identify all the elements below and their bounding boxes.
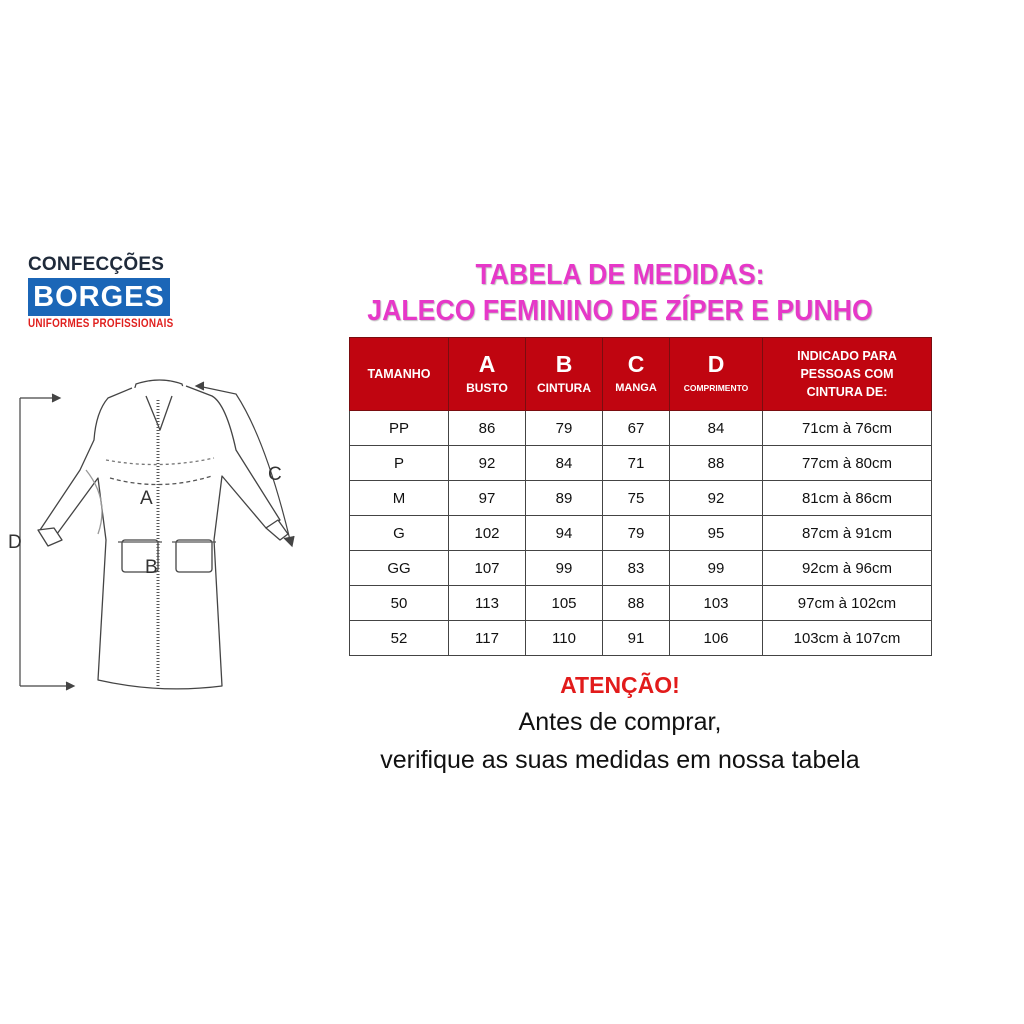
cell-c: 88 [603, 586, 670, 621]
cell-b: 105 [526, 586, 603, 621]
lab-coat-illustration [0, 370, 310, 700]
cell-d: 103 [670, 586, 763, 621]
label-a: A [140, 488, 153, 509]
label-d: D [8, 532, 22, 553]
table-row [350, 586, 932, 621]
notice-line-1: Antes de comprar, [518, 708, 722, 736]
cell-b: 79 [526, 411, 603, 446]
cell-range: 77cm à 80cm [763, 446, 932, 481]
brand-name: BORGES [28, 278, 170, 316]
cell-a: 86 [449, 411, 526, 446]
cell-b: 84 [526, 446, 603, 481]
label-c: C [268, 464, 282, 485]
header-size: TAMANHO [350, 338, 449, 411]
size-table [349, 337, 932, 656]
table-header-row [350, 338, 932, 411]
cell-range: 87cm à 91cm [763, 516, 932, 551]
cell-c: 83 [603, 551, 670, 586]
cell-b: 110 [526, 621, 603, 656]
cell-b: 94 [526, 516, 603, 551]
header-d: D COMPRIMENTO [670, 338, 763, 411]
cell-range: 103cm à 107cm [763, 621, 932, 656]
table-row [350, 446, 932, 481]
attention-heading: ATENÇÃO! [560, 672, 680, 698]
header-indicated: INDICADO PARA PESSOAS COM CINTURA DE: [763, 338, 932, 411]
table-row [350, 551, 932, 586]
cell-c: 91 [603, 621, 670, 656]
cell-size: 50 [350, 586, 449, 621]
brand-tagline: UNIFORMES PROFISSIONAIS [28, 318, 174, 330]
cell-c: 71 [603, 446, 670, 481]
label-b: B [145, 557, 158, 578]
page-subtitle: JALECO FEMININO DE ZÍPER E PUNHO [367, 295, 873, 327]
cell-size: G [350, 516, 449, 551]
cell-size: PP [350, 411, 449, 446]
coat-pocket-right [176, 540, 212, 572]
header-b: B CINTURA [526, 338, 603, 411]
cell-d: 92 [670, 481, 763, 516]
cell-a: 102 [449, 516, 526, 551]
cell-d: 84 [670, 411, 763, 446]
cell-c: 67 [603, 411, 670, 446]
brand-logo [28, 254, 176, 330]
cell-a: 92 [449, 446, 526, 481]
page-title: TABELA DE MEDIDAS: [475, 259, 765, 291]
cell-size: M [350, 481, 449, 516]
cell-size: GG [350, 551, 449, 586]
cell-a: 107 [449, 551, 526, 586]
cell-size: P [350, 446, 449, 481]
cell-c: 75 [603, 481, 670, 516]
cell-a: 117 [449, 621, 526, 656]
coat-body [40, 386, 280, 689]
cell-d: 99 [670, 551, 763, 586]
cell-b: 89 [526, 481, 603, 516]
cell-range: 97cm à 102cm [763, 586, 932, 621]
cell-d: 106 [670, 621, 763, 656]
cell-range: 81cm à 86cm [763, 481, 932, 516]
cell-a: 113 [449, 586, 526, 621]
header-a: A BUSTO [449, 338, 526, 411]
table-row [350, 411, 932, 446]
brand-top-text: CONFECÇÕES [28, 254, 165, 275]
cell-d: 88 [670, 446, 763, 481]
cell-c: 79 [603, 516, 670, 551]
table-row [350, 516, 932, 551]
table-row [350, 621, 932, 656]
cell-b: 99 [526, 551, 603, 586]
cell-range: 92cm à 96cm [763, 551, 932, 586]
table-row [350, 481, 932, 516]
header-c: C MANGA [603, 338, 670, 411]
cell-a: 97 [449, 481, 526, 516]
cell-size: 52 [350, 621, 449, 656]
notice-line-2: verifique as suas medidas em nossa tabela [380, 746, 860, 774]
cell-d: 95 [670, 516, 763, 551]
cell-range: 71cm à 76cm [763, 411, 932, 446]
